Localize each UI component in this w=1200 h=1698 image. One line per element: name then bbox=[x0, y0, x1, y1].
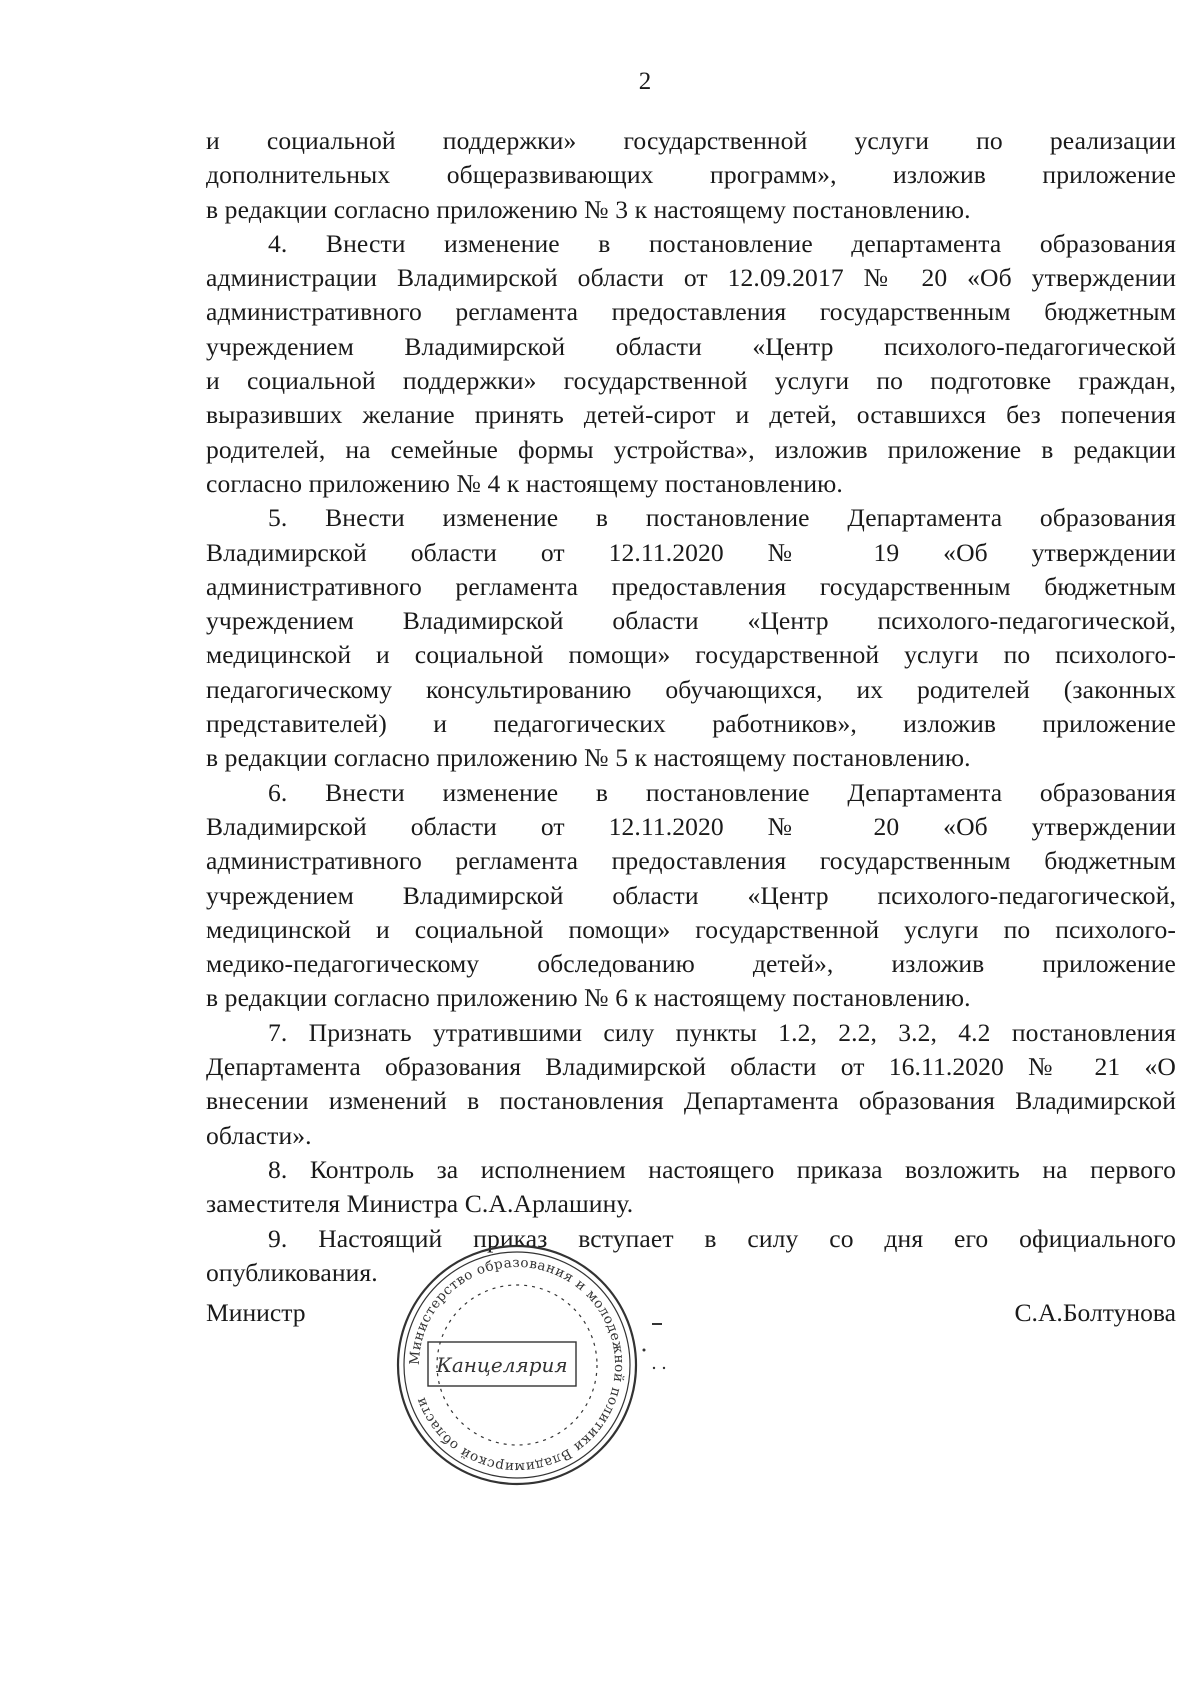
text-line: Владимирской области от 12.11.2020 № 19 «Об утверждении bbox=[206, 537, 1176, 567]
text-line: дополнительных общеразвивающих программ», изложив приложение bbox=[206, 160, 1176, 190]
text-line: представителей) и педагогических работников», изложив приложение bbox=[206, 709, 1176, 739]
text-line: 9. Настоящий приказ вступает в силу со дня его официального bbox=[268, 1223, 1176, 1253]
text-line: в редакции согласно приложению № 6 к настоящему постановлению. bbox=[206, 983, 971, 1013]
signatory-position: Министр bbox=[206, 1298, 306, 1327]
stamp-center-text: Канцелярия bbox=[436, 1353, 568, 1377]
text-line: Владимирской области от 12.11.2020 № 20 «Об утверждении bbox=[206, 811, 1176, 841]
signatory-name: С.А.Болтунова bbox=[1014, 1298, 1176, 1327]
text-line: учреждением Владимирской области «Центр психолого-педагогической bbox=[206, 331, 1176, 361]
page-number: 2 bbox=[638, 68, 652, 95]
text-line: согласно приложению № 4 к настоящему постановлению. bbox=[206, 468, 843, 498]
text-line: области». bbox=[206, 1120, 312, 1150]
text-line: в редакции согласно приложению № 3 к настоящему постановлению. bbox=[206, 194, 971, 224]
text-line: учреждением Владимирской области «Центр психолого-педагогической, bbox=[206, 606, 1176, 636]
text-line: родителей, на семейные формы устройства», изложив приложение в редакции bbox=[206, 434, 1176, 464]
text-line: и социальной поддержки» государственной услуги по подготовке граждан, bbox=[206, 366, 1176, 396]
text-line: в редакции согласно приложению № 5 к настоящему постановлению. bbox=[206, 743, 971, 773]
text-line: 4. Внести изменение в постановление департамента образования bbox=[268, 228, 1176, 258]
text-line: учреждением Владимирской области «Центр психолого-педагогической, bbox=[206, 880, 1176, 910]
text-line: административного регламента предоставления государственным бюджетным bbox=[206, 297, 1176, 327]
text-line: административного регламента предоставления государственным бюджетным bbox=[206, 846, 1176, 876]
text-line: администрации Владимирской области от 12.09.2017 № 20 «Об утверждении bbox=[206, 263, 1176, 293]
text-line: и социальной поддержки» государственной услуги по реализации bbox=[206, 126, 1176, 155]
text-line: медицинской и социальной помощи» государственной услуги по психолого- bbox=[206, 914, 1176, 944]
text-line: опубликования. bbox=[206, 1257, 378, 1287]
text-line: административного регламента предоставления государственным бюджетным bbox=[206, 571, 1176, 601]
signature-block bbox=[206, 1298, 1176, 1338]
text-line: медико-педагогическому обследованию детей», изложив приложение bbox=[206, 949, 1176, 979]
text-line: внесении изменений в постановления Департамента образования Владимирской bbox=[206, 1086, 1176, 1116]
official-stamp bbox=[392, 1240, 642, 1490]
text-line: 7. Признать утратившими силу пункты 1.2, 2.2, 3.2, 4.2 постановления bbox=[268, 1017, 1176, 1047]
text-line: медицинской и социальной помощи» государственной услуги по психолого- bbox=[206, 640, 1176, 670]
signature-marks bbox=[640, 1320, 680, 1380]
text-line: заместителя Министра С.А.Арлашину. bbox=[206, 1189, 634, 1219]
text-line: 5. Внести изменение в постановление Департамента образования bbox=[268, 503, 1176, 533]
document-body bbox=[206, 124, 1176, 1290]
text-line: 6. Внести изменение в постановление Департамента образования bbox=[268, 777, 1176, 807]
text-line: 8. Контроль за исполнением настоящего приказа возложить на первого bbox=[268, 1154, 1176, 1184]
text-line: педагогическому консультированию обучающихся, их родителей (законных bbox=[206, 674, 1176, 704]
stamp-outer-text: Министерство образования и молодежной политики Владимирской области bbox=[406, 1254, 628, 1476]
text-line: Департамента образования Владимирской области от 16.11.2020 № 21 «О bbox=[206, 1052, 1176, 1082]
text-line: выразивших желание принять детей-сирот и детей, оставшихся без попечения bbox=[206, 400, 1176, 430]
